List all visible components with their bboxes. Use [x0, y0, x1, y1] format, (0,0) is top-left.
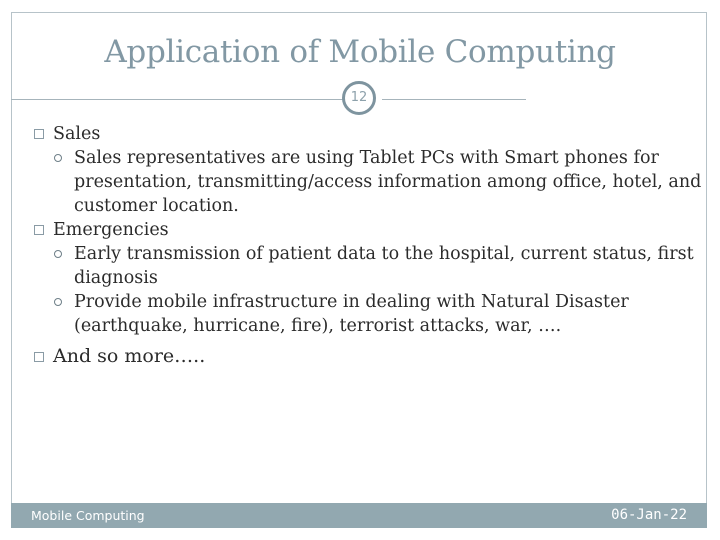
- sub-bullet-text: Provide mobile infrastructure in dealing with Natural Disaster (earthquake, hurricane, fire), terrorist attacks, war, ….: [74, 292, 629, 336]
- footer-bar: [11, 503, 707, 528]
- slide-title: Application of Mobile Computing: [104, 34, 616, 70]
- bullet-label: And so more…..: [53, 345, 206, 367]
- circle-bullet-icon: [54, 154, 62, 162]
- sub-bullet: [34, 290, 704, 338]
- bullet-and-so-more: [34, 344, 704, 368]
- sub-bullet-text: Sales representatives are using Tablet PCs with Smart phones for presentation, transmitting/access information among office, hotel, and customer location.: [74, 148, 702, 216]
- title-divider-left: [11, 99, 344, 100]
- bullet-label: Emergencies: [53, 220, 169, 240]
- square-bullet-icon: [34, 352, 44, 362]
- title-divider-right: [382, 99, 526, 100]
- circle-bullet-icon: [54, 298, 62, 306]
- sub-bullet-text: Early transmission of patient data to the hospital, current status, first diagnosis: [74, 244, 694, 288]
- bullet-sales: [34, 122, 704, 146]
- footer-date: 06-Jan-22: [611, 507, 687, 523]
- footer-course-label: Mobile Computing: [31, 508, 145, 523]
- sub-bullet: [34, 242, 704, 290]
- bullet-emergencies: [34, 218, 704, 242]
- circle-bullet-icon: [54, 250, 62, 258]
- square-bullet-icon: [34, 225, 44, 235]
- page-number-badge: 12: [342, 81, 376, 115]
- square-bullet-icon: [34, 129, 44, 139]
- bullet-label: Sales: [53, 124, 101, 144]
- sub-bullet: [34, 146, 704, 218]
- slide-content: [34, 122, 704, 368]
